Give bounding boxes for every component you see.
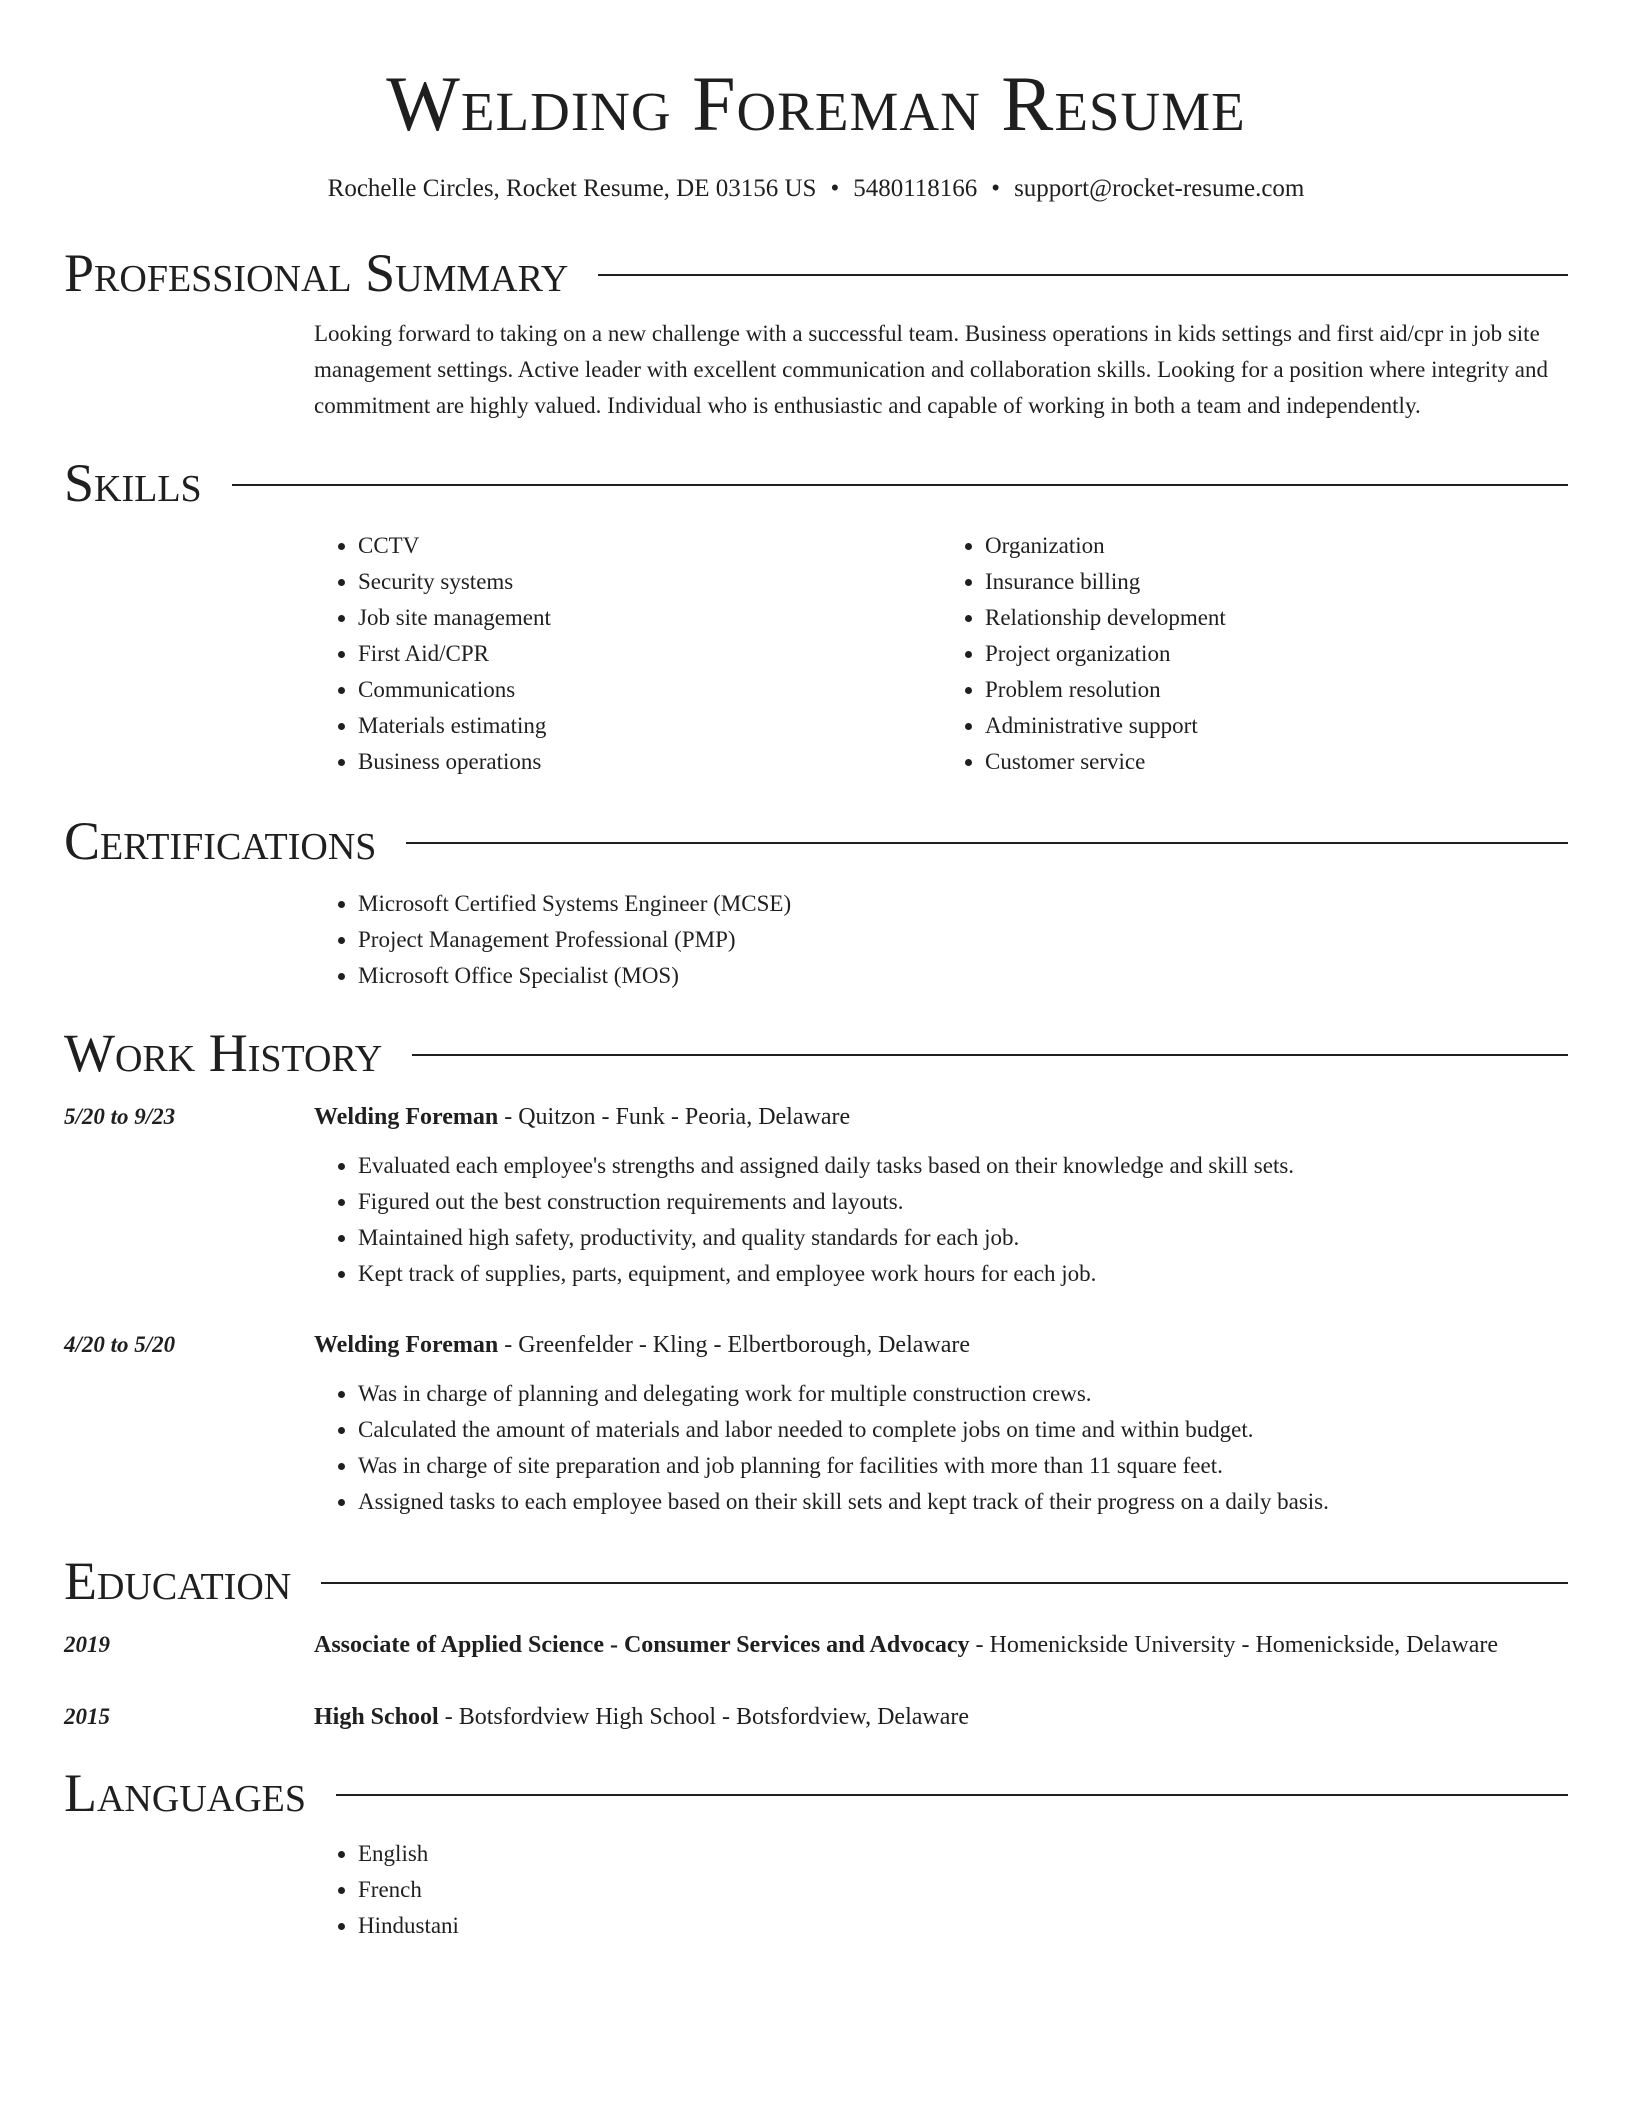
section-title: Education xyxy=(64,1551,292,1611)
work-history-section xyxy=(64,1022,1568,1520)
section-header xyxy=(64,452,1568,514)
contact-address: Rochelle Circles, Rocket Resume, DE 03156 US xyxy=(327,175,817,202)
certifications-section xyxy=(64,810,1568,994)
section-header xyxy=(64,1022,1568,1084)
contact-separator: • xyxy=(991,175,1001,202)
skill-item: • CCTV xyxy=(358,528,941,564)
skill-item: • Customer service xyxy=(985,744,1568,780)
skills-body xyxy=(314,528,1568,780)
skills-section xyxy=(64,452,1568,780)
certifications-list xyxy=(314,886,1568,994)
section-divider xyxy=(321,1582,1568,1584)
job-role: Welding Foreman xyxy=(314,1332,499,1358)
certification-item: • Project Management Professional (PMP) xyxy=(358,922,1568,958)
job-bullet: • Calculated the amount of materials and labor needed to complete jobs on time and within budget. xyxy=(358,1412,1568,1448)
job-bullets xyxy=(314,1376,1568,1520)
education-details xyxy=(314,1698,1568,1736)
skills-list-left xyxy=(314,528,941,780)
skill-item: • Administrative support xyxy=(985,708,1568,744)
education-section xyxy=(64,1550,1568,1736)
section-header xyxy=(64,810,1568,872)
section-title: Skills xyxy=(64,453,202,513)
education-headline xyxy=(314,1698,1568,1736)
skill-item: • Job site management xyxy=(358,600,941,636)
job-bullet: • Maintained high safety, productivity, and quality standards for each job. xyxy=(358,1220,1568,1256)
skill-item: • Relationship development xyxy=(985,600,1568,636)
language-item: • French xyxy=(358,1872,1568,1908)
education-year: 2015 xyxy=(64,1704,110,1729)
language-item: • English xyxy=(358,1836,1568,1872)
skill-item: • Communications xyxy=(358,672,941,708)
job-details xyxy=(314,1326,1568,1520)
job-bullets xyxy=(314,1148,1568,1292)
skill-item: • Project organization xyxy=(985,636,1568,672)
certification-item: • Microsoft Office Specialist (MOS) xyxy=(358,958,1568,994)
contact-email[interactable]: support@rocket-resume.com xyxy=(1014,175,1305,202)
job-details xyxy=(314,1098,1568,1292)
job-bullet: • Was in charge of planning and delegating work for multiple construction crews. xyxy=(358,1376,1568,1412)
education-school: - Homenickside University - Homenickside, Delaware xyxy=(969,1632,1499,1658)
education-details xyxy=(314,1626,1568,1664)
job-headline xyxy=(314,1098,1568,1136)
section-header xyxy=(64,1762,1568,1824)
skill-item: • Business operations xyxy=(358,744,941,780)
contact-line xyxy=(64,172,1568,206)
job-bullet: • Was in charge of site preparation and job planning for facilities with more than 11 square feet. xyxy=(358,1448,1568,1484)
skill-item: • Insurance billing xyxy=(985,564,1568,600)
skill-item: • Materials estimating xyxy=(358,708,941,744)
summary-text: Looking forward to taking on a new challenge with a successful team. Business operations in kids settings and first aid/cpr in job site management settings. Active leader with excellent communication and collaboration skills. Looking for a position where integrity and commitment are highly valued. Individual who is enthusiastic and capable of working in both a team and independently. xyxy=(314,321,1549,418)
section-divider xyxy=(336,1794,1568,1796)
education-degree: Associate of Applied Science - Consumer Services and Advocacy xyxy=(314,1632,970,1658)
education-degree: High School xyxy=(314,1704,439,1730)
contact-phone: 5480118166 xyxy=(853,175,978,202)
job-employer: - Quitzon - Funk - Peoria, Delaware xyxy=(498,1104,851,1130)
section-header xyxy=(64,242,1568,304)
section-divider xyxy=(232,484,1568,486)
education-school: - Botsfordview High School - Botsfordview, Delaware xyxy=(438,1704,970,1730)
certification-item: • Microsoft Certified Systems Engineer (MCSE) xyxy=(358,886,1568,922)
job-bullet: • Kept track of supplies, parts, equipment, and employee work hours for each job. xyxy=(358,1256,1568,1292)
job-role: Welding Foreman xyxy=(314,1104,499,1130)
section-title: Professional Summary xyxy=(64,243,569,303)
education-entry xyxy=(64,1626,1568,1664)
job-dates: 4/20 to 5/20 xyxy=(64,1332,176,1357)
section-divider xyxy=(406,842,1568,844)
section-divider xyxy=(412,1054,1568,1056)
skill-item: • Problem resolution xyxy=(985,672,1568,708)
job-bullet: • Figured out the best construction requirements and layouts. xyxy=(358,1184,1568,1220)
languages-section xyxy=(64,1762,1568,1944)
section-title: Certifications xyxy=(64,811,377,871)
languages-body xyxy=(314,1836,1568,1944)
summary-section xyxy=(64,242,1568,424)
skill-item: • Security systems xyxy=(358,564,941,600)
languages-list xyxy=(314,1836,1568,1944)
skill-item: • Organization xyxy=(985,528,1568,564)
section-header xyxy=(64,1550,1568,1612)
section-title: Languages xyxy=(64,1763,306,1823)
job-entry xyxy=(64,1326,1568,1520)
job-bullet: • Evaluated each employee's strengths and assigned daily tasks based on their knowledge and skill sets. xyxy=(358,1148,1568,1184)
education-headline xyxy=(314,1626,1568,1664)
job-headline xyxy=(314,1326,1568,1364)
education-entry xyxy=(64,1698,1568,1736)
certifications-body xyxy=(314,886,1568,994)
language-item: • Hindustani xyxy=(358,1908,1568,1944)
job-dates: 5/20 to 9/23 xyxy=(64,1104,176,1129)
section-divider xyxy=(598,274,1568,276)
resume-title: Welding Foreman Resume xyxy=(386,60,1246,147)
summary-body xyxy=(314,316,1568,424)
job-bullet: • Assigned tasks to each employee based on their skill sets and kept track of their progress on a daily basis. xyxy=(358,1484,1568,1520)
job-employer: - Greenfelder - Kling - Elbertborough, Delaware xyxy=(498,1332,971,1358)
skill-item: • First Aid/CPR xyxy=(358,636,941,672)
section-title: Work History xyxy=(64,1023,383,1083)
skills-list-right xyxy=(941,528,1568,780)
contact-separator: • xyxy=(830,175,840,202)
job-entry xyxy=(64,1098,1568,1292)
education-year: 2019 xyxy=(64,1632,110,1657)
